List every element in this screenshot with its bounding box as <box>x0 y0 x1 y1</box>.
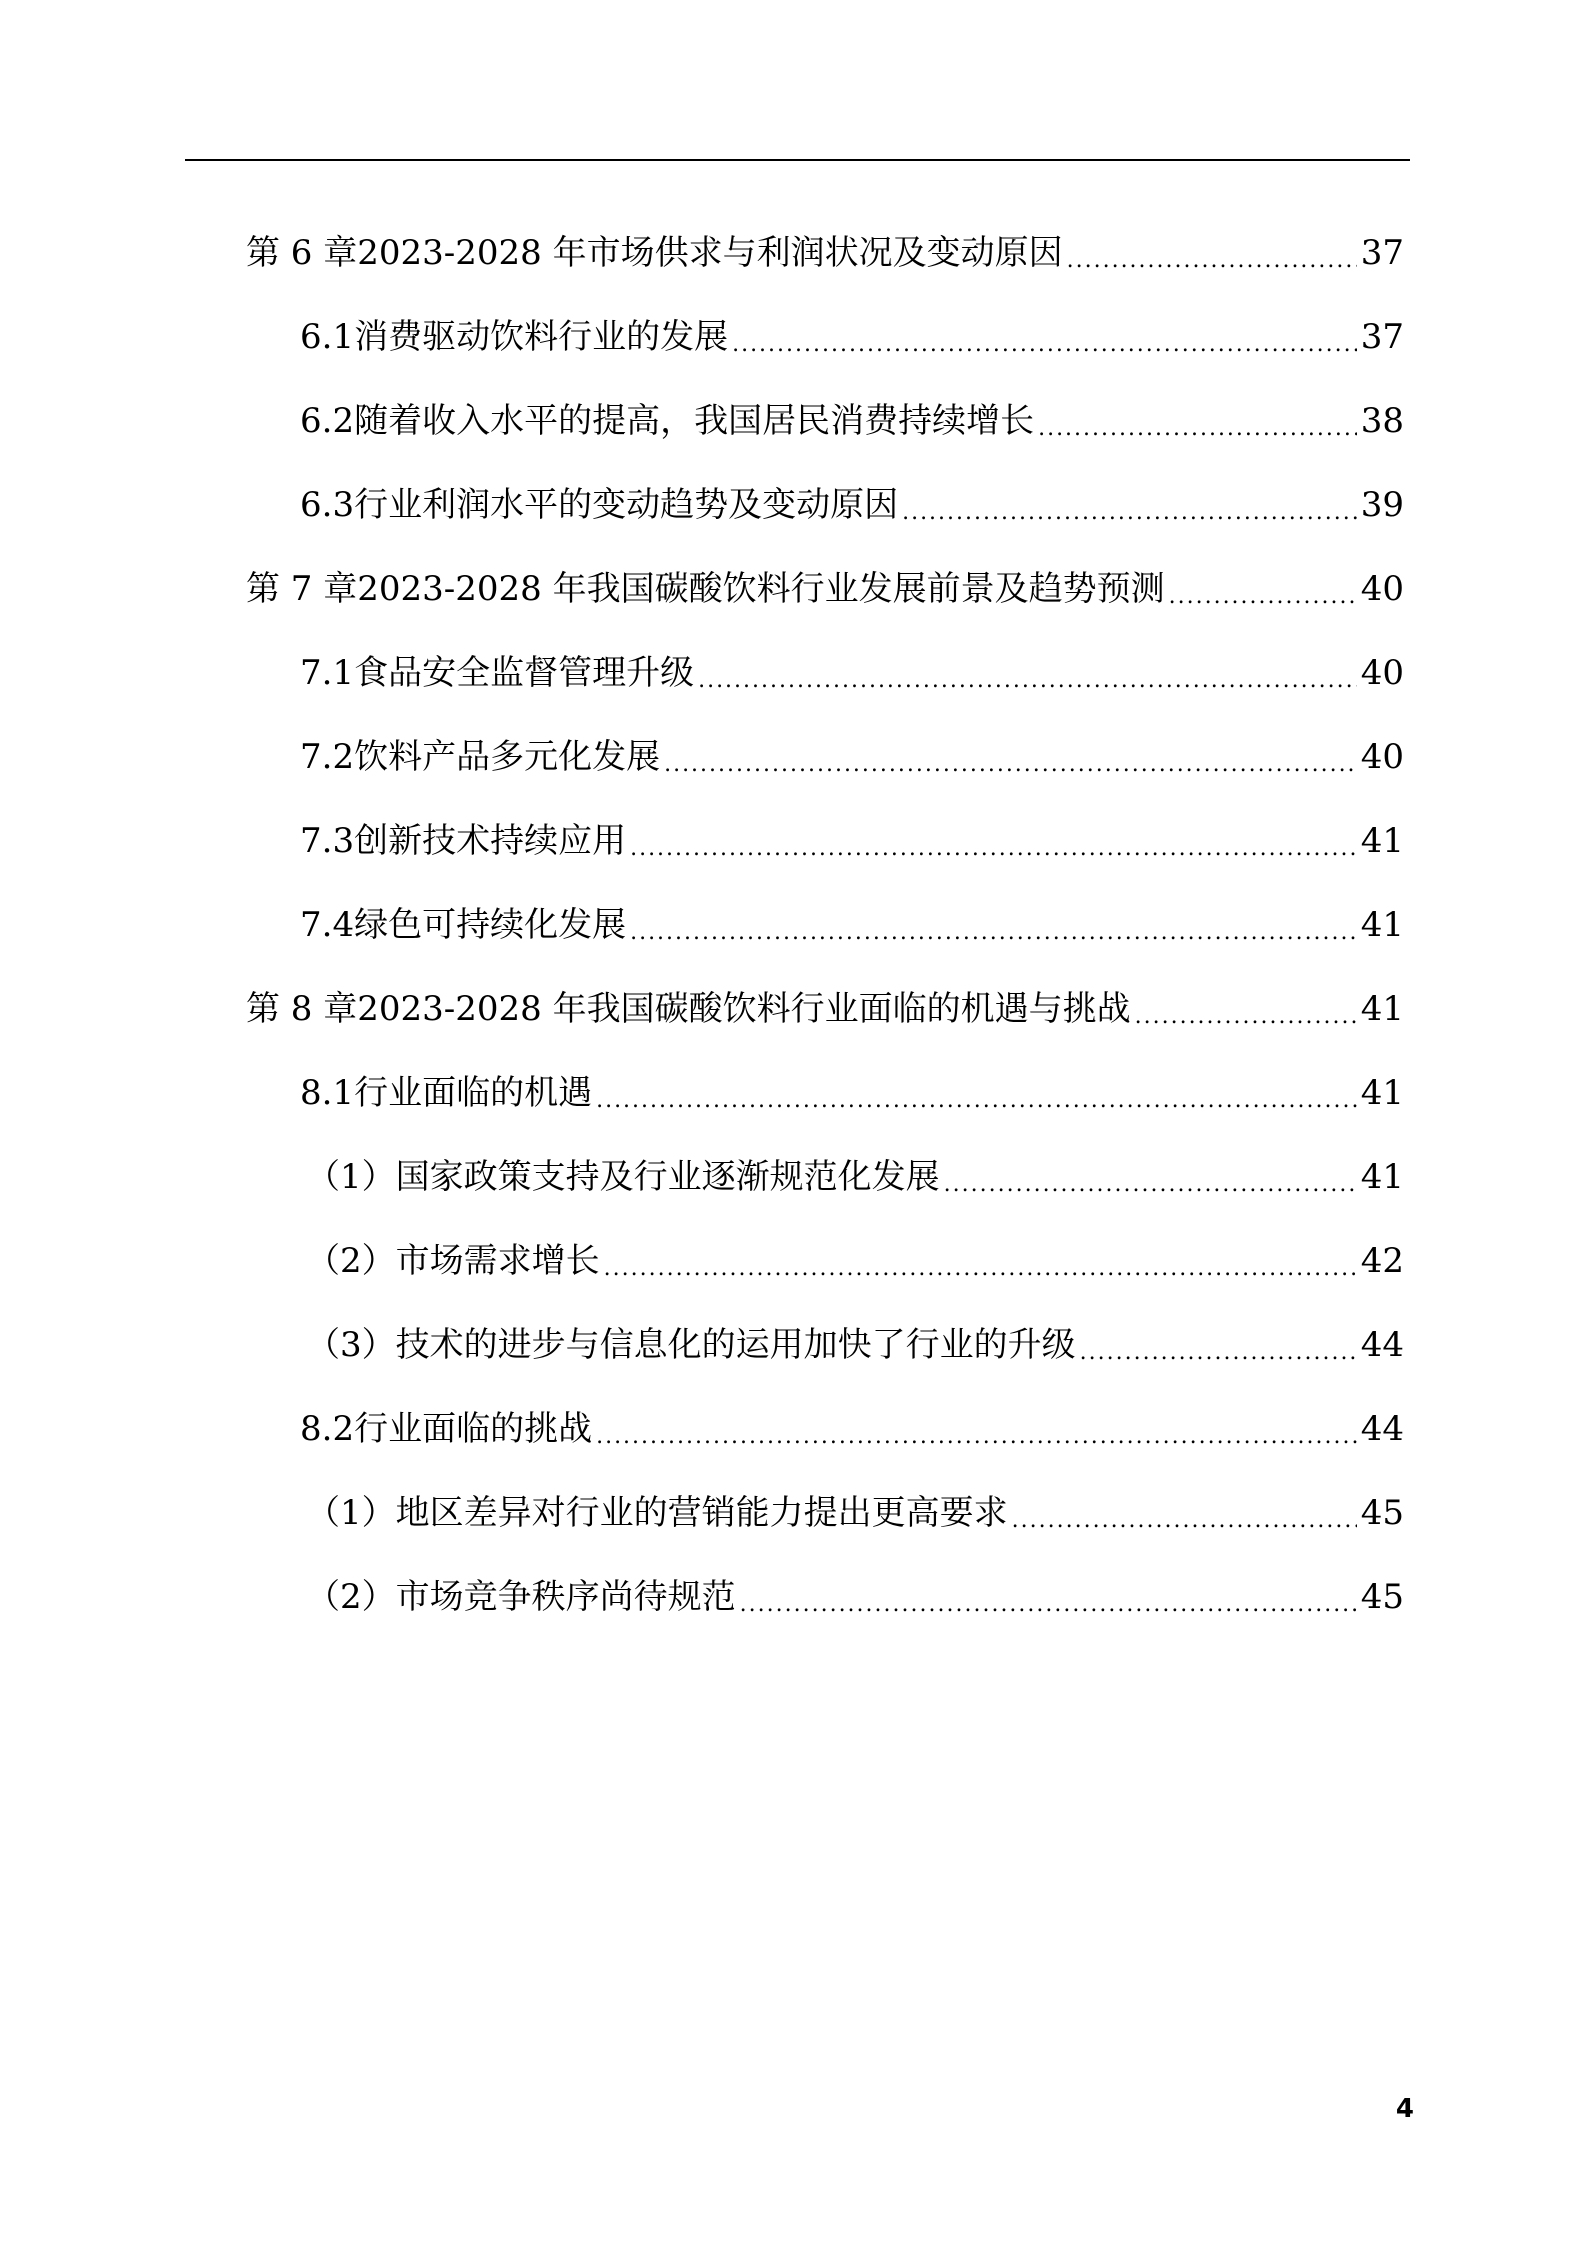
toc-entry-number: （2） <box>306 1241 396 1281</box>
toc-entry-title: 饮料产品多元化发展 <box>354 737 661 777</box>
toc-entry-page: 45 <box>1360 1577 1404 1617</box>
toc-entry-number: 6.1 <box>300 317 355 357</box>
toc-entry-8-1[interactable] <box>300 1068 1404 1118</box>
toc-entry-6-2[interactable] <box>300 396 1404 446</box>
toc-entry-number: 8.1 <box>300 1073 355 1113</box>
toc-entry-title: 创新技术持续应用 <box>354 821 627 861</box>
toc-entry-page: 41 <box>1360 905 1404 945</box>
toc-entry-title: 市场竞争秩序尚待规范 <box>395 1577 736 1617</box>
toc-entry-6-3[interactable] <box>300 480 1404 530</box>
toc-dot-leader <box>630 900 1357 950</box>
toc-entry-number: 7.4 <box>300 905 355 945</box>
toc-entry-number: （3） <box>306 1325 396 1365</box>
toc-entry-number: 第 6 章 <box>246 233 358 273</box>
toc-entry-chapter-6[interactable] <box>246 228 1404 278</box>
toc-entry-number: 6.2 <box>300 401 355 441</box>
toc-entry-7-4[interactable] <box>300 900 1404 950</box>
toc-entry-title: 消费驱动饮料行业的发展 <box>354 317 729 357</box>
toc-entry-number: 第 8 章 <box>246 989 358 1029</box>
toc-dot-leader <box>664 732 1357 782</box>
toc-entry-number: 8.2 <box>300 1409 355 1449</box>
toc-entry-number: 7.1 <box>300 653 355 693</box>
toc-entry-title: 绿色可持续化发展 <box>354 905 627 945</box>
toc-entry-page: 41 <box>1360 989 1404 1029</box>
toc-entry-8-1-2[interactable] <box>306 1236 1404 1286</box>
toc-entry-page: 44 <box>1360 1409 1404 1449</box>
toc-entry-title: 市场需求增长 <box>395 1241 600 1281</box>
toc-dot-leader <box>604 1236 1357 1286</box>
toc-entry-8-2-2[interactable] <box>306 1572 1404 1622</box>
toc-entry-page: 44 <box>1360 1325 1404 1365</box>
toc-entry-number: 7.3 <box>300 821 355 861</box>
toc-entry-number: 第 7 章 <box>246 569 358 609</box>
toc-dot-leader <box>596 1404 1357 1454</box>
toc-entry-title: 地区差异对行业的营销能力提出更高要求 <box>395 1493 1008 1533</box>
toc-entry-page: 41 <box>1360 821 1404 861</box>
toc-dot-leader <box>698 648 1357 698</box>
toc-entry-page: 40 <box>1360 653 1404 693</box>
toc-entry-chapter-8[interactable] <box>246 984 1404 1034</box>
toc-entry-number: （2） <box>306 1577 396 1617</box>
toc-entry-page: 37 <box>1360 233 1404 273</box>
toc-entry-7-3[interactable] <box>300 816 1404 866</box>
toc-entry-title: 行业利润水平的变动趋势及变动原因 <box>354 485 899 525</box>
toc-entry-title: 食品安全监督管理升级 <box>354 653 695 693</box>
toc-dot-leader <box>1012 1488 1357 1538</box>
toc-entry-title: 技术的进步与信息化的运用加快了行业的升级 <box>395 1325 1076 1365</box>
toc-entry-8-2[interactable] <box>300 1404 1404 1454</box>
toc-entry-title: 2023-2028 年市场供求与利润状况及变动原因 <box>357 233 1063 273</box>
toc-entry-page: 40 <box>1360 737 1404 777</box>
toc-entry-7-1[interactable] <box>300 648 1404 698</box>
toc-entry-title: 2023-2028 年我国碳酸饮料行业发展前景及趋势预测 <box>357 569 1165 609</box>
toc-entry-number: （1） <box>306 1493 396 1533</box>
toc-dot-leader <box>630 816 1357 866</box>
toc-dot-leader <box>944 1152 1357 1202</box>
page-number: 4 <box>1395 2094 1414 2124</box>
toc-entry-7-2[interactable] <box>300 732 1404 782</box>
toc-entry-number: 7.2 <box>300 737 355 777</box>
toc-entry-8-1-3[interactable] <box>306 1320 1404 1370</box>
toc-entry-page: 41 <box>1360 1157 1404 1197</box>
toc-entry-title: 随着收入水平的提高，我国居民消费持续增长 <box>354 401 1035 441</box>
toc-dot-leader <box>732 312 1357 362</box>
toc-dot-leader <box>902 480 1357 530</box>
toc-entry-6-1[interactable] <box>300 312 1404 362</box>
toc-dot-leader <box>740 1572 1357 1622</box>
toc-entry-page: 42 <box>1360 1241 1404 1281</box>
toc-entry-page: 39 <box>1360 485 1404 525</box>
toc-entry-number: （1） <box>306 1157 396 1197</box>
toc-entry-page: 37 <box>1360 317 1404 357</box>
toc-entry-title: 行业面临的机遇 <box>354 1073 593 1113</box>
toc-entry-8-2-1[interactable] <box>306 1488 1404 1538</box>
toc-dot-leader <box>1080 1320 1357 1370</box>
toc-entry-8-1-1[interactable] <box>306 1152 1404 1202</box>
toc-entry-number: 6.3 <box>300 485 355 525</box>
toc-dot-leader <box>596 1068 1357 1118</box>
toc-entry-chapter-7[interactable] <box>246 564 1404 614</box>
header-rule <box>185 159 1410 161</box>
toc-entry-title: 2023-2028 年我国碳酸饮料行业面临的机遇与挑战 <box>357 989 1131 1029</box>
toc-entry-title: 国家政策支持及行业逐渐规范化发展 <box>395 1157 940 1197</box>
toc-dot-leader <box>1038 396 1357 446</box>
toc-dot-leader <box>1135 984 1357 1034</box>
toc-entry-page: 38 <box>1360 401 1404 441</box>
toc-entry-page: 41 <box>1360 1073 1404 1113</box>
toc-entry-page: 40 <box>1360 569 1404 609</box>
toc-entry-title: 行业面临的挑战 <box>354 1409 593 1449</box>
toc-dot-leader <box>1067 228 1357 278</box>
toc-dot-leader <box>1169 564 1357 614</box>
toc-entry-page: 45 <box>1360 1493 1404 1533</box>
